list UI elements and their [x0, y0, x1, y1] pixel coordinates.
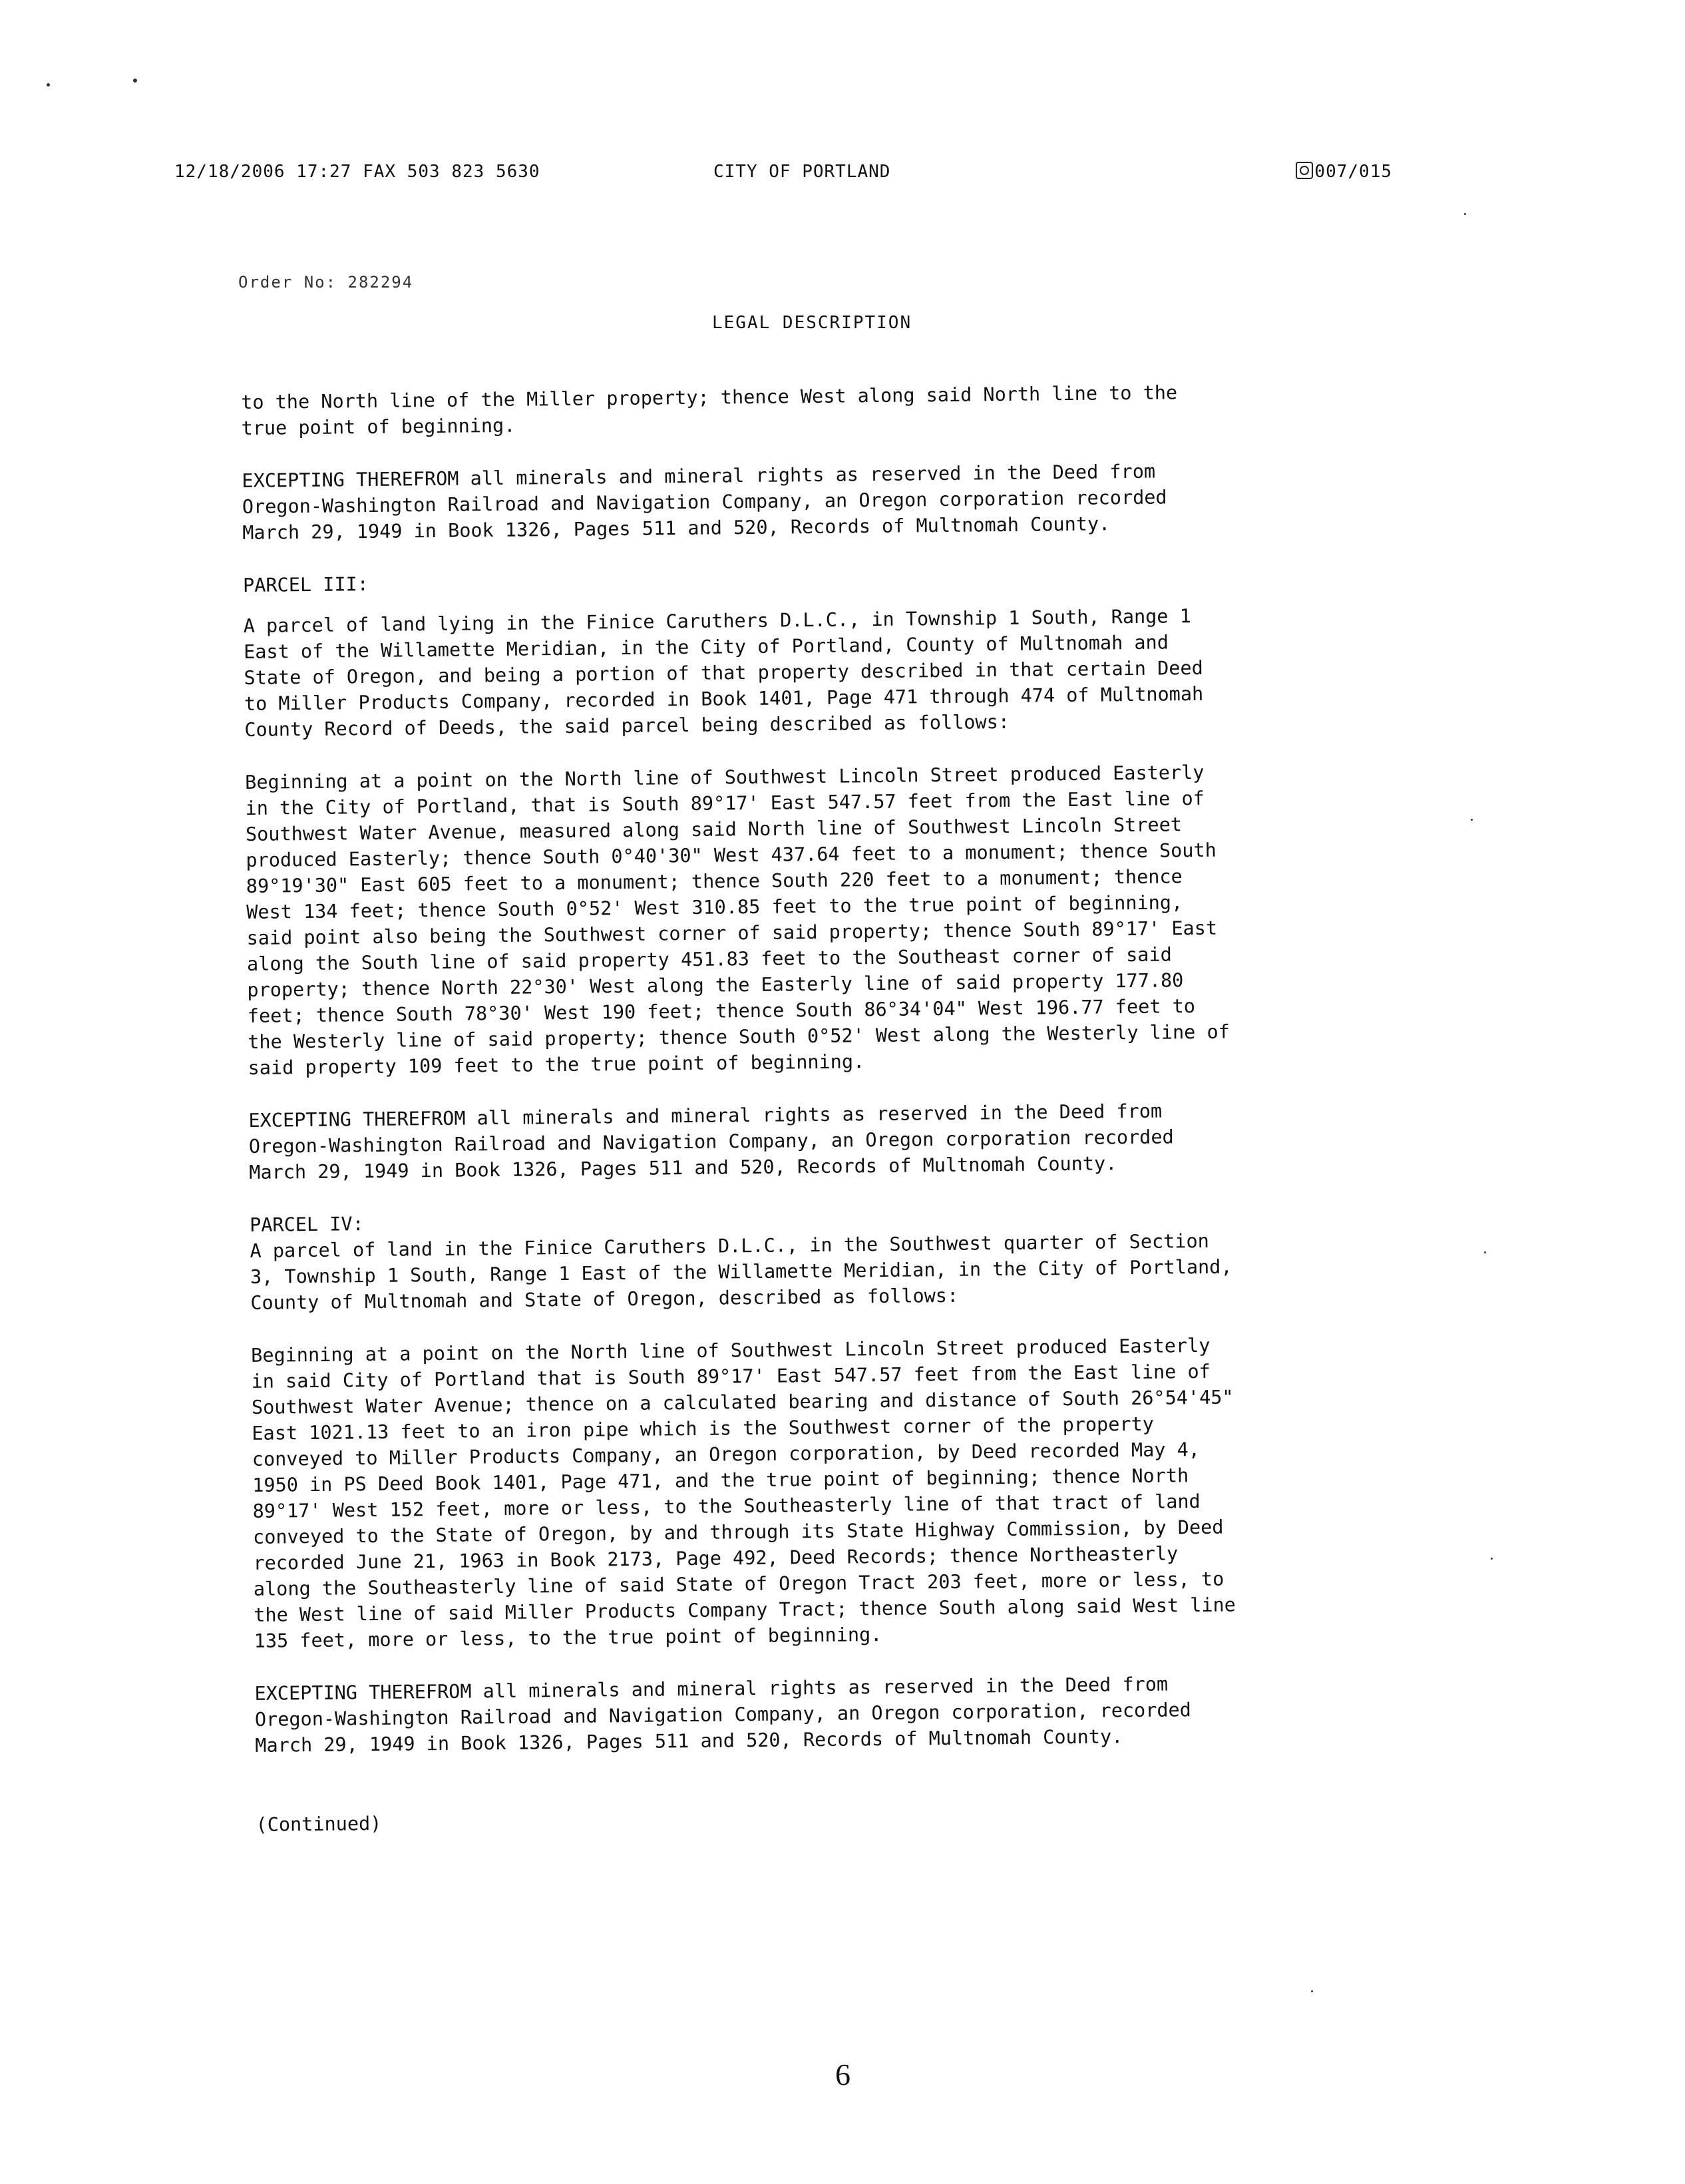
- parcel-iv-description: Beginning at a point on the North line of Southwest Lincoln Street produced Easterly in said City of Portland that is South 89°17' East 547.57 feet from the East line of Southwest Water Avenue; thence on a calculated bearing and distance of South 26°54'45" East 1021.13 feet to an iron pipe which is the Southwest corner of the property conveyed to Miller Products Company, an Oregon corporation, by Deed recorded May 4, 1950 in PS Deed Book 1401, Page 471, and the true point of beginning; thence North 89°17' West 152 feet, more or less, to the Southeasterly line of that tract of land conveyed to the State of Oregon, by and through its State Highway Commission, by Deed recorded June 21, 1963 in Book 2173, Page 492, Deed Records; thence Northeasterly along the Southeasterly line of said State of Oregon Tract 203 feet, more or less, to the West line of said Miller Products Company Tract; thence South along said West line 135 feet, more or less, to the true point of beginning.: [251, 1334, 1236, 1652]
- parcel-iii-heading: PARCEL III:: [242, 573, 369, 596]
- parcel-iii-intro: A parcel of land lying in the Finice Caruthers D.L.C., in Township 1 South, Range 1 East of the Willamette Meridian, in the City of Portland, County of Multnomah and State of Oregon, and being a portion of that property described in that certain Deed to Miller Products Company, recorded in Book 1401, Page 471 through 474 of Multnomah County Record of Deeds, the said parcel being described as follows:: [243, 605, 1204, 741]
- fax-page-icon: [1296, 162, 1313, 179]
- legal-description-body: [241, 377, 1427, 1838]
- parcel-iii-description: Beginning at a point on the North line of Southwest Lincoln Street produced Easterly in the City of Portland, that is South 89°17' East 547.57 feet from the East line of Southwest Water Avenue, measured along said North line of Southwest Lincoln Street produced Easterly; thence South 0°40'30" West 437.64 feet to a monument; thence South 89°19'30" East 605 feet to a monument; thence South 220 feet to a monument; thence West 134 feet; thence South 0°52' West 310.85 feet to the true point of beginning, said point also being the Southwest corner of said property; thence South 89°17' East along the South line of said property 451.83 feet to the Southeast corner of said property; thence North 22°30' West along the Easterly line of said property 177.80 feet; thence South 78°30' West 190 feet; thence South 86°34'04" West 196.77 feet to the Westerly line of said property; thence South 0°52' West along the Westerly line of said property 109 feet to the true point of beginning.: [245, 761, 1230, 1079]
- parcel-iv-exception: EXCEPTING THEREFROM all minerals and mineral rights as reserved in the Deed from Oregon-Washington Railroad and Navigation Company, an Oregon corporation, recorded March 29, 1949 in Book 1326, Pages 511 and 520, Records of Multnomah County.: [254, 1673, 1192, 1757]
- scan-speck: [133, 79, 137, 83]
- fax-header: [174, 162, 1392, 188]
- paragraph-continuation: to the North line of the Miller property; thence West along said North line to the true point of beginning.: [241, 381, 1178, 439]
- fax-datetime-number: 12/18/2006 17:27 FAX 503 823 5630: [174, 162, 540, 182]
- scan-speck: [47, 83, 50, 87]
- page-number: 6: [835, 2058, 850, 2091]
- scan-speck: [1464, 213, 1466, 215]
- scan-speck: [1311, 1990, 1313, 1992]
- order-number: Order No: 282294: [238, 273, 414, 292]
- continued-note: (Continued): [256, 1812, 382, 1836]
- fax-page-counter-wrap: [1296, 162, 1392, 182]
- fax-page-counter: 007/015: [1314, 162, 1392, 182]
- scan-speck: [1491, 1558, 1493, 1560]
- parcel-iv-intro: A parcel of land in the Finice Caruthers D.L.C., in the Southwest quarter of Section 3, Township 1 South, Range 1 East of the Willamette Meridian, in the City of Portland, County of Multnomah and State of Oregon, described as follows:: [250, 1229, 1232, 1314]
- paragraph-exception-1: EXCEPTING THEREFROM all minerals and mineral rights as reserved in the Deed from Oregon-Washington Railroad and Navigation Company, an Oregon corporation recorded March 29, 1949 in Book 1326, Pages 511 and 520, Records of Multnomah County.: [242, 460, 1167, 544]
- scan-speck: [1471, 819, 1473, 821]
- fax-sender: CITY OF PORTLAND: [713, 162, 891, 182]
- parcel-iii-exception: EXCEPTING THEREFROM all minerals and mineral rights as reserved in the Deed from Oregon-Washington Railroad and Navigation Company, an Oregon corporation recorded March 29, 1949 in Book 1326, Pages 511 and 520, Records of Multnomah County.: [248, 1100, 1174, 1184]
- parcel-iv-heading: PARCEL IV:: [249, 1213, 364, 1236]
- scan-speck: [1484, 1251, 1486, 1253]
- page-title: LEGAL DESCRIPTION: [712, 313, 912, 333]
